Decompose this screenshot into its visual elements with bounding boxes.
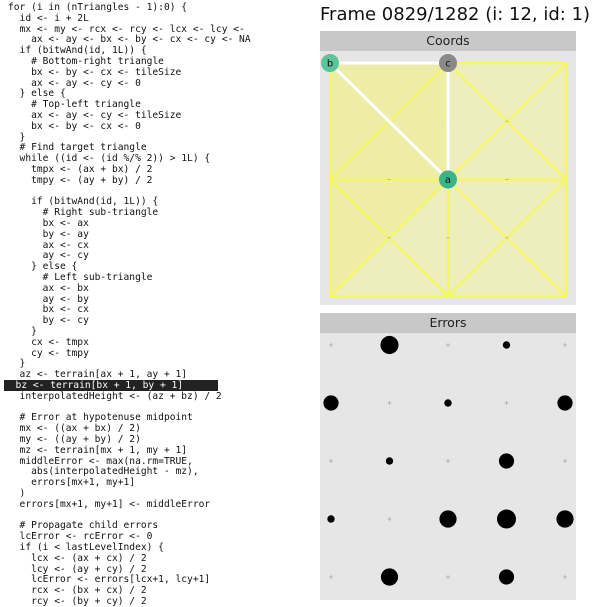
code-line: } else { [8, 88, 66, 100]
code-line: ay <- by [8, 293, 89, 305]
code-line: tmpy <- (ay + by) / 2 [8, 174, 153, 186]
code-line: rcx <- (bx + cx) / 2 [8, 585, 147, 597]
code-line: if (bitwAnd(id, 1L)) { [8, 196, 159, 208]
code-line: mz <- terrain[mx + 1, my + 1] [8, 444, 188, 456]
code-line: # Error at hypotenuse midpoint [8, 412, 193, 424]
error-dot [386, 457, 393, 464]
code-line: } [8, 326, 37, 337]
code-line: ax <- ay <- bx <- by <- cx <- cy <- NA [8, 34, 251, 46]
code-line: lcError <- errors[lcx+1, lcy+1] [8, 574, 211, 586]
code-line: errors[mx+1, my+1] [8, 477, 136, 489]
code-line: } else { [8, 261, 78, 273]
error-dot [444, 399, 451, 406]
code-line: # Left sub-triangle [8, 272, 153, 283]
coords-panel-title: Coords [320, 31, 576, 51]
code-line: bx <- ax [8, 218, 89, 229]
code-line: ax <- cx [8, 239, 89, 251]
code-line: abs(interpolatedHeight - mz), [8, 466, 199, 478]
error-dot [499, 453, 514, 468]
code-line: interpolatedHeight <- (az + bz) / 2 [8, 390, 222, 402]
code-line: # Top-left triangle [8, 99, 141, 111]
error-dot [503, 341, 510, 348]
error-dot [439, 510, 456, 527]
errors-plot [320, 313, 576, 600]
code-line: cy <- tmpy [8, 347, 89, 359]
code-line: az <- terrain[ax + 1, ay + 1] [8, 369, 188, 381]
error-dot [499, 569, 514, 584]
code-line: ax <- ay <- cy <- tileSize [8, 110, 182, 121]
code-line: lcError <- rcError <- 0 [8, 531, 153, 543]
point-b-label: b [326, 58, 334, 70]
code-line: bx <- by <- cx <- tileSize [8, 66, 182, 78]
code-line: lcx <- (ax + cx) / 2 [8, 552, 147, 564]
point-a-label: a [444, 175, 452, 186]
code-line: rcy <- (by + cy) / 2 [8, 596, 147, 607]
code-listing [0, 2, 314, 607]
code-line-current: bz <- terrain[bx + 1, by + 1] [4, 380, 218, 391]
code-line: by <- cy [8, 315, 89, 327]
code-line: # Bottom-right triangle [8, 56, 164, 67]
coords-plot [320, 31, 576, 305]
code-line: ax <- ay <- cy <- 0 [8, 77, 141, 89]
code-line: bx <- by <- cx <- 0 [8, 120, 141, 132]
code-line: # Find target triangle [8, 142, 147, 154]
code-line: ) [8, 488, 26, 499]
code-line: mx <- ((ax + bx) / 2) [8, 423, 141, 435]
errors-panel [320, 313, 576, 600]
code-line: by <- ay [8, 228, 89, 240]
code-line: ax <- bx [8, 282, 89, 294]
coords-panel [320, 31, 576, 305]
code-line: mx <- my <- rcx <- rcy <- lcx <- lcy <- [8, 23, 245, 35]
code-line: id <- i + 2L [8, 12, 89, 24]
code-line: bx <- cx [8, 304, 89, 316]
frame-counter: Frame 0829/1282 (i: 12, id: 1) [320, 4, 591, 25]
code-line: if (bitwAnd(id, 1L)) { [8, 45, 147, 57]
error-dot [497, 510, 516, 529]
code-line: errors[mx+1, my+1] <- middleError [8, 498, 211, 510]
code-line: while ((id <- (id %/% 2)) > 1L) { [8, 153, 211, 165]
error-dot [323, 395, 338, 410]
errors-panel-title: Errors [320, 313, 576, 333]
code-line: lcy <- (ay + cy) / 2 [8, 563, 147, 575]
error-dot [557, 395, 572, 410]
code-line: } [8, 131, 26, 143]
code-line: for (i in (nTriangles - 1):0) { [8, 2, 188, 13]
error-dot [556, 510, 573, 527]
error-dot [327, 515, 334, 522]
point-c-label: c [445, 58, 451, 70]
code-line: tmpx <- (ax + bx) / 2 [8, 164, 153, 175]
code-line: if (i < lastLevelIndex) { [8, 542, 164, 553]
code-line: # Right sub-triangle [8, 207, 159, 219]
code-line: } [8, 358, 26, 370]
code-line: cx <- tmpx [8, 336, 89, 348]
code-line: my <- ((ay + by) / 2) [8, 434, 141, 445]
error-dot [380, 336, 398, 354]
code-line: middleError <- max(na.rm=TRUE, [8, 455, 193, 467]
code-line: # Propagate child errors [8, 520, 159, 532]
code-line: ay <- cy [8, 250, 89, 262]
error-dot [381, 568, 398, 585]
